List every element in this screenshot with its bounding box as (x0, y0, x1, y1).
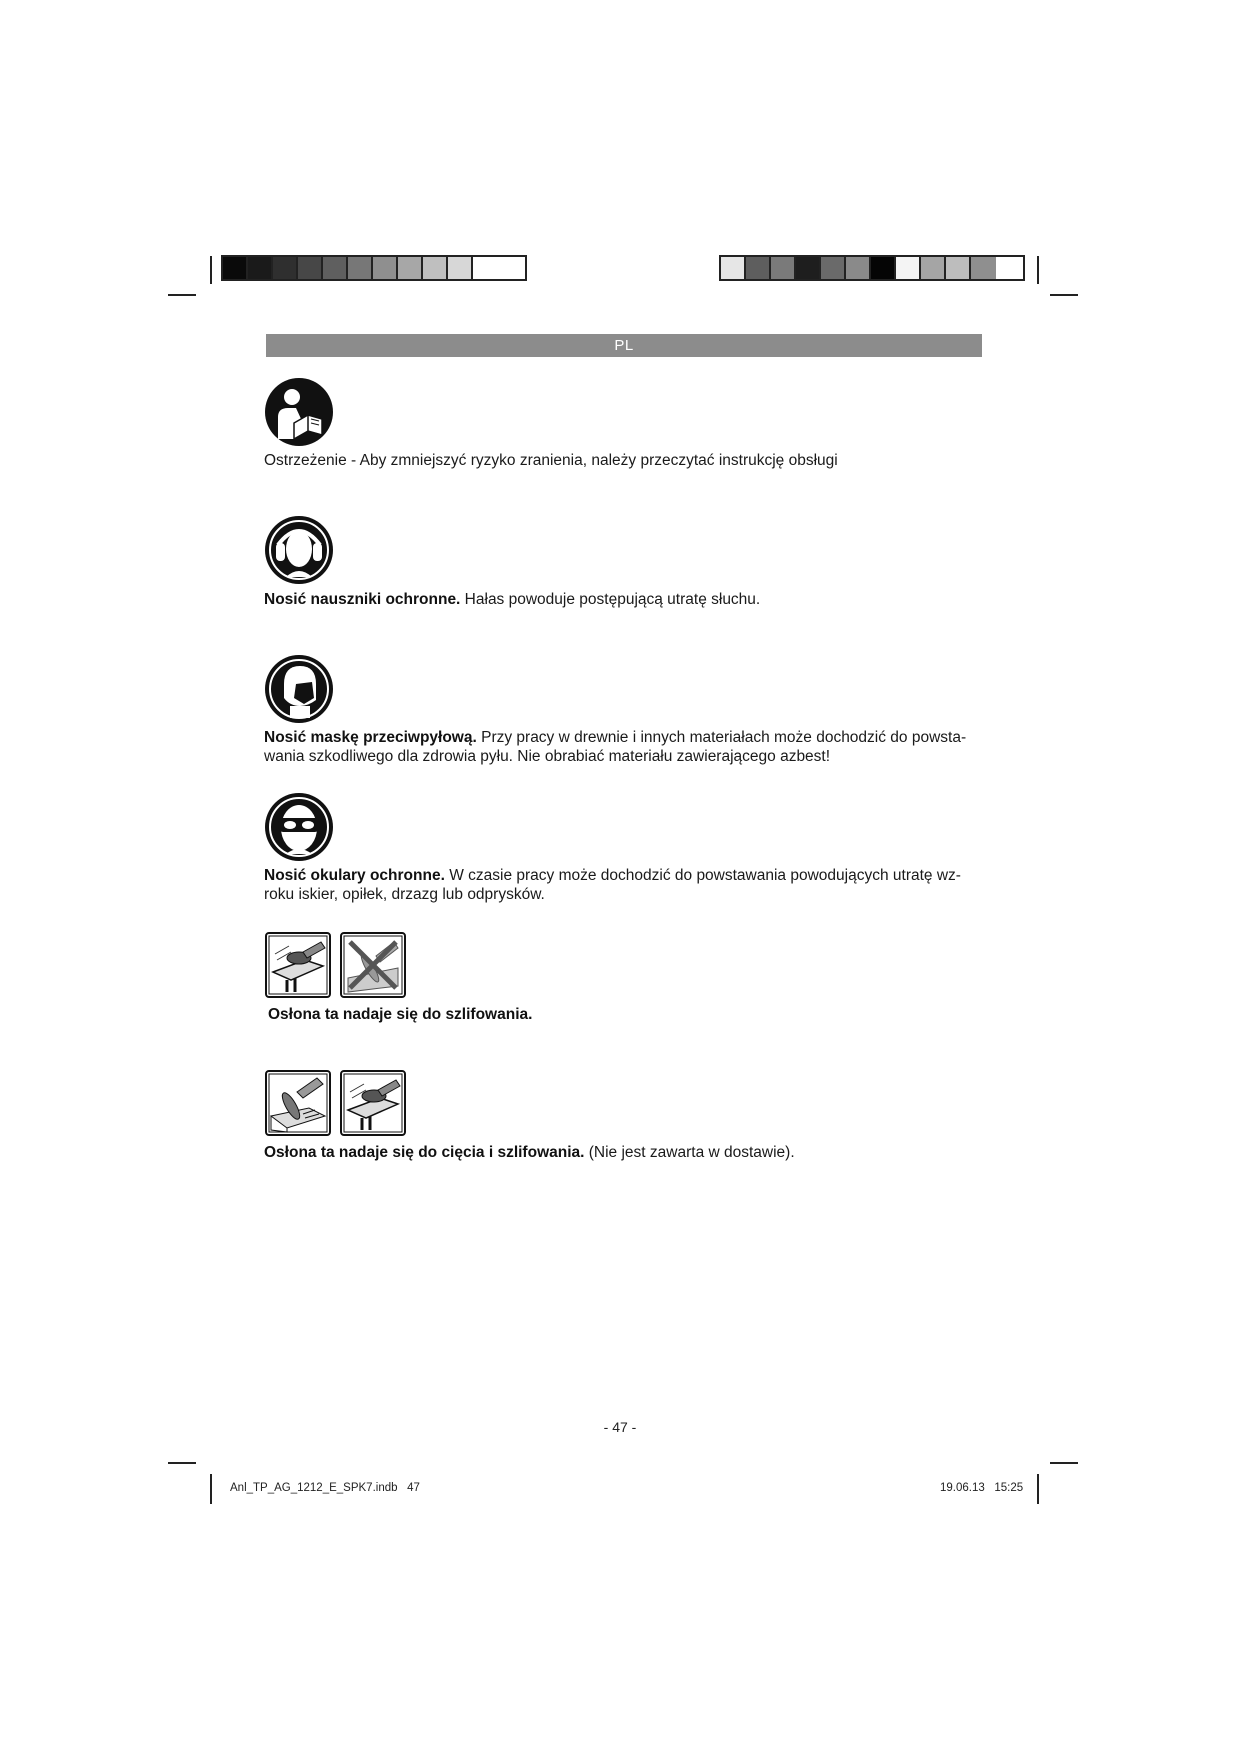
cutting-allowed-icon (265, 1070, 331, 1136)
section-4-text: W czasie pracy może dochodzić do powstawania powodujących utratę wz-roku iskier, opiłek, drzazg lub odprysków. (264, 867, 961, 903)
dust-mask-icon (264, 654, 334, 724)
section-2-bold: Nosić nauszniki ochronne. (264, 591, 461, 608)
safety-goggles-icon (264, 792, 334, 862)
color-swatch (896, 257, 921, 279)
grinding-allowed-icon (340, 1070, 406, 1136)
color-swatch (921, 257, 946, 279)
crop-mark-bottom-left-horizontal (168, 1462, 196, 1464)
section-text-ear-protection (264, 590, 1004, 609)
color-swatch (746, 257, 771, 279)
color-swatch (298, 257, 323, 279)
crop-mark-top-left-horizontal (168, 294, 196, 296)
read-manual-icon (264, 377, 334, 447)
language-band: PL (266, 334, 982, 357)
color-swatch (398, 257, 423, 279)
crop-mark-top-left-vertical (210, 256, 212, 284)
section-text-dust-mask (264, 728, 980, 766)
ear-protection-icon (264, 515, 334, 585)
grinding-allowed-icon (265, 932, 331, 998)
section-text-goggles (264, 866, 980, 904)
section-6-bold: Osłona ta nadaje się do cięcia i szlifowania. (264, 1144, 585, 1161)
section-text-read-manual (264, 451, 1004, 470)
footer-datetime: 19.06.13 15:25 (940, 1482, 1024, 1494)
color-swatch (721, 257, 746, 279)
section-4-bold: Nosić okulary ochronne. (264, 867, 445, 884)
section-2-text: Hałas powoduje postępującą utratę słuchu. (460, 591, 761, 608)
color-swatch (821, 257, 846, 279)
color-swatch (846, 257, 871, 279)
section-text-grinding-guard (268, 1005, 984, 1024)
color-swatch (248, 257, 273, 279)
section-5-bold: Osłona ta nadaje się do szlifowania. (268, 1006, 533, 1023)
color-swatch (373, 257, 398, 279)
crop-mark-bottom-left-vertical (210, 1474, 212, 1504)
color-swatch (448, 257, 473, 279)
color-swatch (223, 257, 248, 279)
crop-mark-top-right-vertical (1037, 256, 1039, 284)
cutting-not-allowed-icon (340, 932, 406, 998)
section-3-text: Przy pracy w drewnie i innych materiałach może dochodzić do powsta-wania szkodliwego dla zdrowia pyłu. Nie obrabiać materiału zawierającego azbest! (264, 729, 967, 765)
section-6-text: (Nie jest zawarta w dostawie). (584, 1144, 795, 1161)
color-swatch (323, 257, 348, 279)
color-swatch (473, 257, 498, 279)
section-1-text: Ostrzeżenie - Aby zmniejszyć ryzyko zranienia, należy przeczytać instrukcję obsługi (264, 452, 838, 469)
color-swatch (348, 257, 373, 279)
color-swatch (273, 257, 298, 279)
color-swatch (871, 257, 896, 279)
page-number: - 47 - (603, 1419, 637, 1435)
section-text-cutting-guard (264, 1143, 1004, 1162)
color-calibration-bar-right (719, 255, 1025, 281)
color-swatch (423, 257, 448, 279)
crop-mark-bottom-right-horizontal (1050, 1462, 1078, 1464)
color-swatch (796, 257, 821, 279)
color-swatch (946, 257, 971, 279)
crop-mark-top-right-horizontal (1050, 294, 1078, 296)
crop-mark-bottom-right-vertical (1037, 1474, 1039, 1504)
color-calibration-bar-left (221, 255, 527, 281)
color-swatch (771, 257, 796, 279)
section-3-bold: Nosić maskę przeciwpyłową. (264, 729, 477, 746)
color-swatch (971, 257, 996, 279)
footer-file-name: Anl_TP_AG_1212_E_SPK7.indb 47 (230, 1482, 420, 1494)
